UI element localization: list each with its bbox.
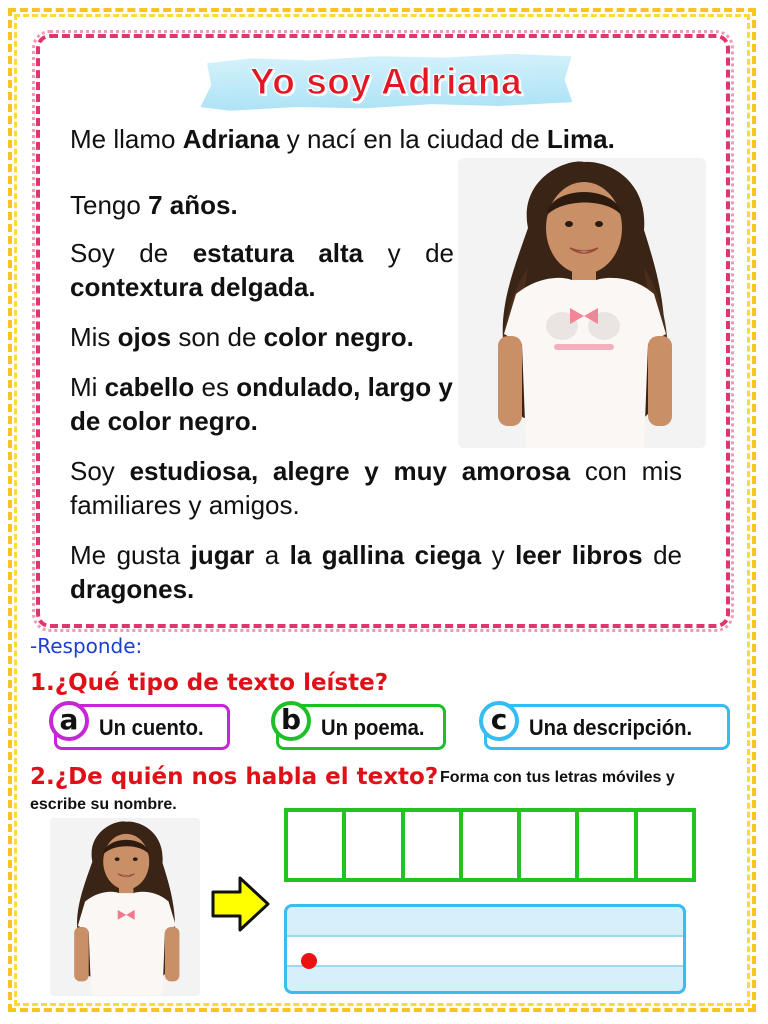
text-run: son de	[171, 322, 264, 352]
text-run: Tengo	[70, 190, 149, 220]
paragraph-personality	[70, 454, 682, 522]
paragraph-age	[70, 188, 450, 222]
name-writing-area[interactable]	[284, 904, 686, 994]
text-run: con mis familiares y amigos.	[70, 456, 683, 520]
option-b-label: Un poema.	[321, 715, 425, 740]
question-2-instruction-line1: Forma con tus letras móviles y	[440, 769, 675, 786]
option-a-badge: a	[49, 701, 89, 741]
text-run: de	[642, 540, 682, 570]
arrow-right-icon	[210, 874, 272, 934]
option-b-badge: b	[271, 701, 311, 741]
text-run: y	[481, 540, 516, 570]
option-a-story[interactable]	[54, 704, 230, 750]
text-run: dragones.	[70, 574, 195, 604]
girl-illustration-small	[50, 818, 200, 996]
text-run: Me gusta	[70, 540, 191, 570]
letter-box[interactable]	[463, 812, 521, 878]
page-title: Yo soy Adriana	[249, 61, 523, 102]
option-c-label: Una descripción.	[529, 715, 693, 740]
letter-box[interactable]	[579, 812, 637, 878]
option-c-badge: c	[479, 701, 519, 741]
text-run: y nací en la ciudad de	[279, 124, 547, 154]
paragraph-height	[70, 236, 454, 304]
text-run: Lima.	[546, 124, 615, 154]
text-run: Soy de	[70, 238, 193, 268]
letter-box[interactable]	[638, 812, 692, 878]
paragraph-likes	[70, 538, 682, 606]
text-run: a	[254, 540, 290, 570]
letter-box[interactable]	[405, 812, 463, 878]
text-run: estatura alta	[192, 238, 364, 268]
question-2-instruction-line2: escribe su nombre.	[30, 796, 177, 813]
option-c-description[interactable]	[484, 704, 730, 750]
start-dot	[301, 953, 317, 969]
paragraph-hair	[70, 370, 454, 438]
letter-box[interactable]	[521, 812, 579, 878]
text-run: 7 años.	[148, 190, 238, 220]
text-run: estudiosa, alegre y muy amorosa	[129, 456, 571, 486]
text-run: Mi	[70, 372, 105, 402]
text-run: cabello	[104, 372, 195, 402]
girl-photo-small	[50, 818, 200, 996]
paragraph-eyes	[70, 320, 454, 354]
text-run: Soy	[70, 456, 130, 486]
girl-illustration	[458, 158, 706, 448]
text-run: Adriana	[182, 124, 280, 154]
letter-box[interactable]	[288, 812, 346, 878]
text-run: Me llamo	[70, 124, 183, 154]
text-run: ojos	[117, 322, 172, 352]
paragraph-name	[70, 122, 670, 156]
text-run: es	[194, 372, 237, 402]
letter-boxes	[284, 808, 696, 882]
text-run: leer libros	[515, 540, 643, 570]
text-run: color negro.	[263, 322, 414, 352]
option-a-label: Un cuento.	[99, 715, 204, 740]
text-run: contextura delgada.	[70, 272, 316, 302]
letter-box[interactable]	[346, 812, 404, 878]
text-run: ondulado, largo y de color negro.	[70, 372, 453, 436]
question-1: 1.¿Qué tipo de texto leíste?	[30, 670, 389, 696]
text-run: y de	[363, 238, 454, 268]
girl-photo	[458, 158, 706, 448]
text-run: jugar	[190, 540, 255, 570]
option-b-poem[interactable]	[276, 704, 446, 750]
question-2: 2.¿De quién nos habla el texto?	[30, 764, 439, 790]
text-run: la gallina ciega	[289, 540, 482, 570]
text-run: Mis	[70, 322, 118, 352]
respond-label: -Responde:	[30, 634, 143, 658]
